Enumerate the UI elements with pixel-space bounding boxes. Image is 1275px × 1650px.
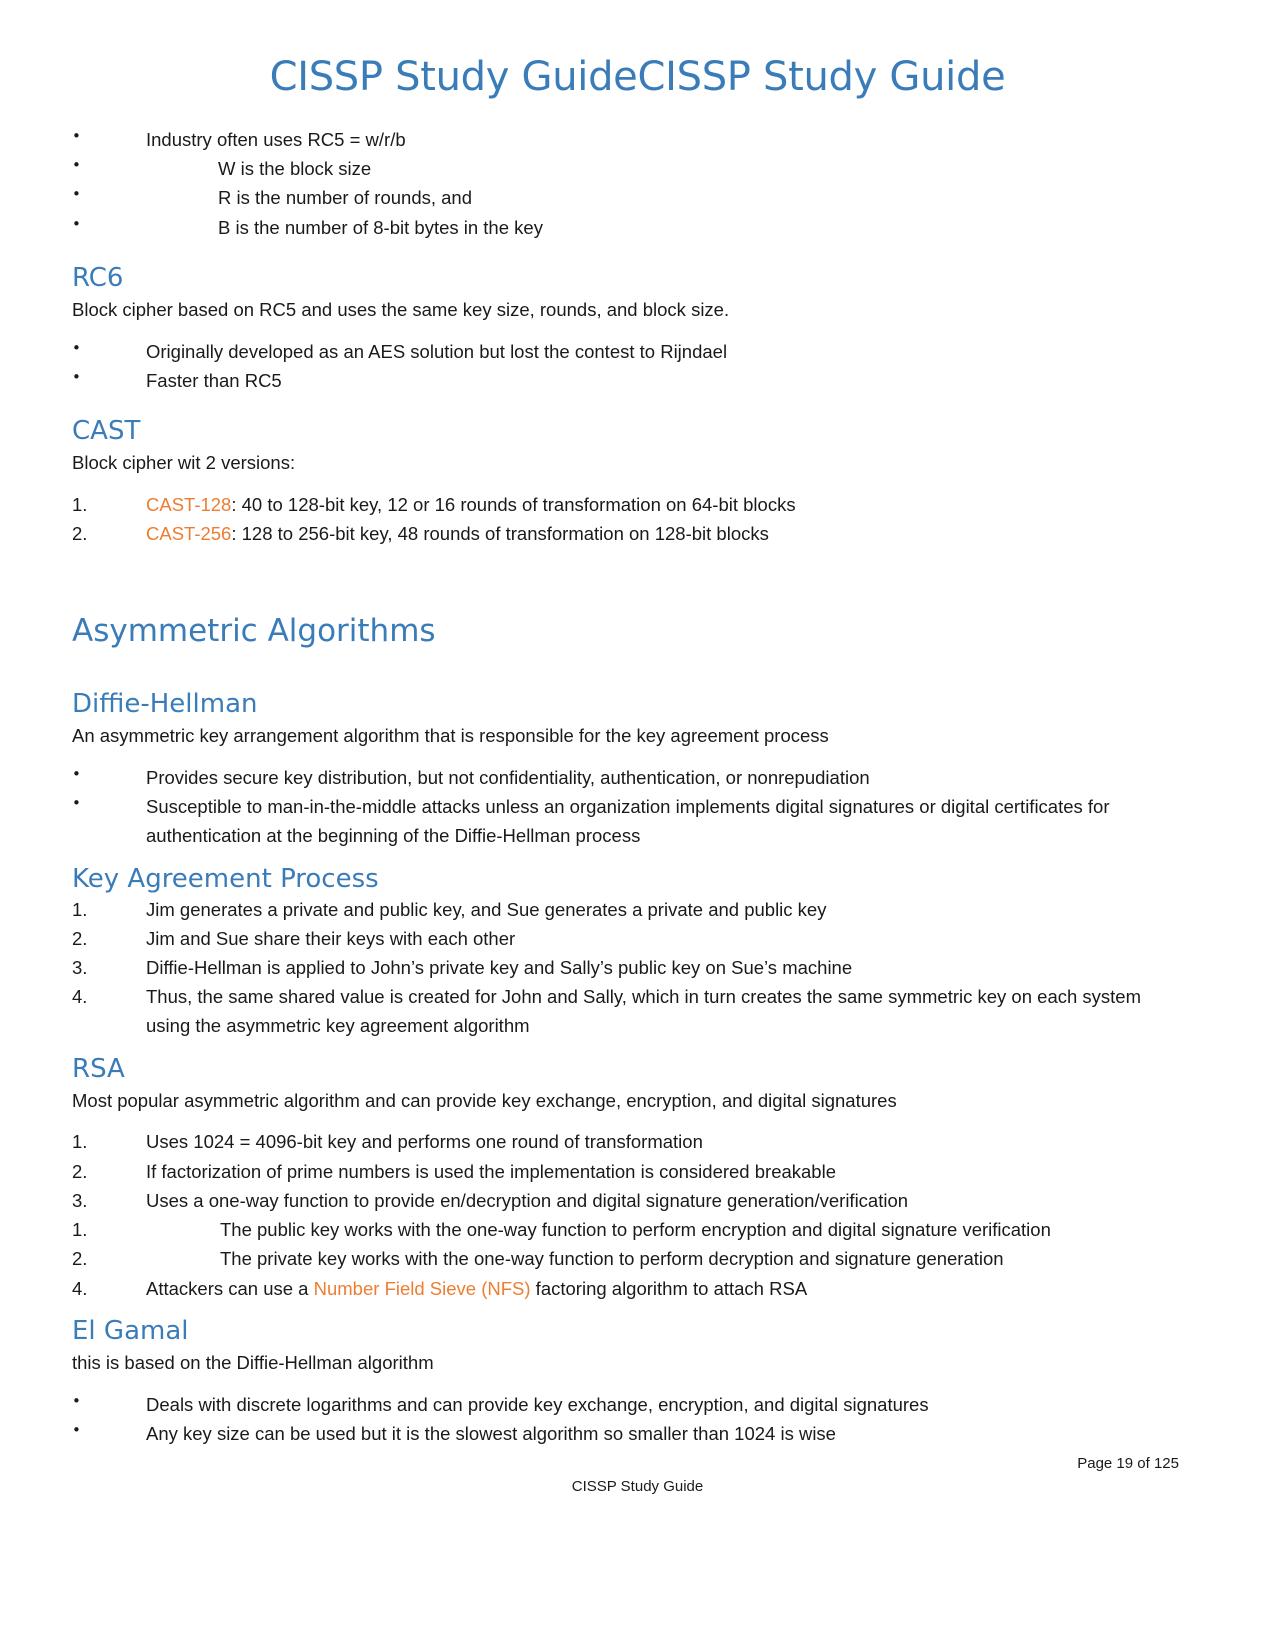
- cast-intro: Block cipher wit 2 versions:: [72, 452, 296, 474]
- list-item-label: Uses a one-way function to provide en/decryption and digital signature generation/verification: [146, 1189, 909, 1211]
- bullet-icon: •: [72, 794, 81, 813]
- list-item-label: Diffie-Hellman is applied to John’s private key and Sally’s public key on Sue’s machine: [146, 956, 853, 978]
- bullet-icon: •: [72, 127, 81, 145]
- list-item: [72, 982, 1187, 1040]
- spacer: [72, 1376, 1187, 1390]
- list-item: [72, 1186, 1187, 1215]
- list-item: [72, 1274, 1187, 1303]
- list-item: [72, 519, 1187, 548]
- list-marker: 2.: [72, 1248, 88, 1270]
- heading-rc6: RC6: [72, 262, 124, 293]
- list-item-label: Uses 1024 = 4096-bit key and performs one round of transformation: [146, 1131, 703, 1153]
- nfs-term: Number Field Sieve (NFS): [313, 1277, 531, 1299]
- list-item-label: Jim generates a private and public key, and Sue generates a private and public key: [146, 898, 827, 920]
- heading-el-gamal: El Gamal: [72, 1315, 189, 1346]
- list-item: [72, 895, 1187, 924]
- spacer: [72, 323, 1187, 337]
- diffie-hellman-intro: An asymmetric key arrangement algorithm that is responsible for the key agreement process: [72, 725, 829, 746]
- spacer: [72, 476, 1187, 490]
- spacer: [72, 1113, 1187, 1127]
- list-item: [72, 490, 1187, 519]
- rsa-intro: Most popular asymmetric algorithm and can provide key exchange, encryption, and digital signatures: [72, 1089, 897, 1111]
- list-marker: 2.: [72, 523, 88, 545]
- footer-title: CISSP Study Guide: [571, 1478, 704, 1495]
- document-body: [0, 125, 1275, 1448]
- list-marker: 1.: [72, 1131, 88, 1153]
- list-item: [72, 1215, 1187, 1244]
- cast-128-term: CAST-128: [146, 494, 232, 516]
- list-marker: 3.: [72, 956, 88, 978]
- list-item-label: R is the number of rounds, and: [218, 187, 473, 209]
- list-item-label: [146, 490, 1187, 519]
- list-item-label: If factorization of prime numbers is used the implementation is considered breakable: [146, 1160, 836, 1182]
- spacer: [72, 395, 1187, 417]
- list-item: [72, 1419, 1187, 1448]
- list-marker: 1.: [72, 898, 88, 920]
- cast-numbered-list: [72, 490, 1187, 548]
- list-item-label: Thus, the same shared value is created for John and Sally, which in turn creates the same symmetric key on each system using the asymmetric key agreement algorithm: [146, 986, 1141, 1037]
- spacer: [72, 650, 1187, 690]
- list-item-label: Jim and Sue share their keys with each other: [146, 927, 516, 949]
- key-agreement-numbered-list: [72, 895, 1187, 1041]
- list-item-label: [146, 519, 1187, 548]
- list-marker: 2.: [72, 927, 88, 949]
- list-marker: 4.: [72, 986, 88, 1008]
- list-item: [72, 125, 1187, 154]
- bullet-icon: •: [72, 764, 81, 783]
- list-item: [72, 337, 1187, 366]
- list-item-label: The private key works with the one-way function to perform decryption and signature generation: [220, 1248, 1004, 1270]
- spacer: [72, 851, 1187, 865]
- list-item: [72, 1244, 1187, 1273]
- bullet-icon: •: [72, 214, 81, 233]
- list-marker: 4.: [72, 1277, 88, 1299]
- list-item: [72, 1157, 1187, 1186]
- list-item: [72, 953, 1187, 982]
- bullet-icon: •: [72, 185, 81, 204]
- list-item: [72, 154, 1187, 183]
- footer-page-number: Page 19 of 125: [1077, 1455, 1179, 1472]
- list-item-label: [146, 1274, 1187, 1303]
- list-item-label: Industry often uses RC5 = w/r/b: [146, 129, 406, 150]
- rc6-bullet-list: [72, 337, 1187, 395]
- list-item: [72, 924, 1187, 953]
- elgamal-bullet-list: [72, 1390, 1187, 1448]
- list-item: [72, 366, 1187, 395]
- rsa-item4-after: factoring algorithm to attach RSA: [530, 1277, 808, 1299]
- list-item: [72, 1127, 1187, 1156]
- list-item-label: Originally developed as an AES solution but lost the contest to Rijndael: [146, 340, 728, 362]
- bullet-icon: •: [72, 338, 81, 357]
- heading-key-agreement-process: Key Agreement Process: [72, 863, 379, 894]
- list-item: [72, 213, 1187, 242]
- list-item-label: B is the number of 8-bit bytes in the key: [218, 216, 543, 238]
- heading-cast: CAST: [72, 416, 141, 447]
- list-item-label: Provides secure key distribution, but not confidentiality, authentication, or nonrepudiation: [146, 766, 870, 788]
- list-item-label: The public key works with the one-way function to perform encryption and digital signature verification: [220, 1219, 1051, 1241]
- spacer: [72, 1303, 1187, 1317]
- spacer: [72, 242, 1187, 264]
- cast-256-term: CAST-256: [146, 523, 232, 545]
- heading-asymmetric-algorithms: Asymmetric Algorithms: [72, 613, 436, 650]
- list-item-label: W is the block size: [218, 158, 372, 180]
- list-item-label: Deals with discrete logarithms and can provide key exchange, encryption, and digital signatures: [146, 1393, 929, 1415]
- bullet-icon: •: [72, 367, 81, 386]
- cast-256-rest: : 128 to 256-bit key, 48 rounds of transformation on 128-bit blocks: [231, 523, 769, 545]
- list-item: [72, 1390, 1187, 1419]
- rsa-item4-before: Attackers can use a: [146, 1277, 314, 1299]
- cast-128-rest: : 40 to 128-bit key, 12 or 16 rounds of transformation on 64-bit blocks: [231, 494, 796, 516]
- list-item-label: Faster than RC5: [146, 369, 282, 391]
- rc5-bullet-list: [72, 125, 1187, 242]
- rsa-numbered-list: [72, 1127, 1187, 1302]
- page-title: CISSP Study GuideCISSP Study Guide: [269, 54, 1006, 100]
- diffie-hellman-bullet-list: [72, 763, 1187, 851]
- list-marker: 1.: [72, 494, 88, 516]
- bullet-icon: •: [72, 1420, 81, 1439]
- list-item: [72, 183, 1187, 212]
- heading-rsa: RSA: [72, 1053, 125, 1084]
- heading-diffie-hellman: Diffie-Hellman: [72, 689, 258, 720]
- elgamal-intro: this is based on the Diffie-Hellman algorithm: [72, 1351, 434, 1373]
- list-marker: 2.: [72, 1160, 88, 1182]
- list-item: [72, 792, 1187, 850]
- spacer: [72, 1041, 1187, 1055]
- spacer: [72, 749, 1187, 763]
- bullet-icon: •: [72, 156, 81, 175]
- list-item-label: Any key size can be used but it is the slowest algorithm so smaller than 1024 is wise: [146, 1422, 836, 1444]
- rc6-intro: Block cipher based on RC5 and uses the same key size, rounds, and block size.: [72, 298, 730, 320]
- spacer: [72, 548, 1187, 614]
- list-item: [72, 763, 1187, 792]
- bullet-icon: •: [72, 1391, 81, 1410]
- list-marker: 3.: [72, 1189, 88, 1211]
- list-marker: 1.: [72, 1219, 88, 1241]
- list-item-label: Susceptible to man-in-the-middle attacks unless an organization implements digital signatures or digital certificates for authentication at the beginning of the Diffie-Hellman process: [146, 796, 1110, 847]
